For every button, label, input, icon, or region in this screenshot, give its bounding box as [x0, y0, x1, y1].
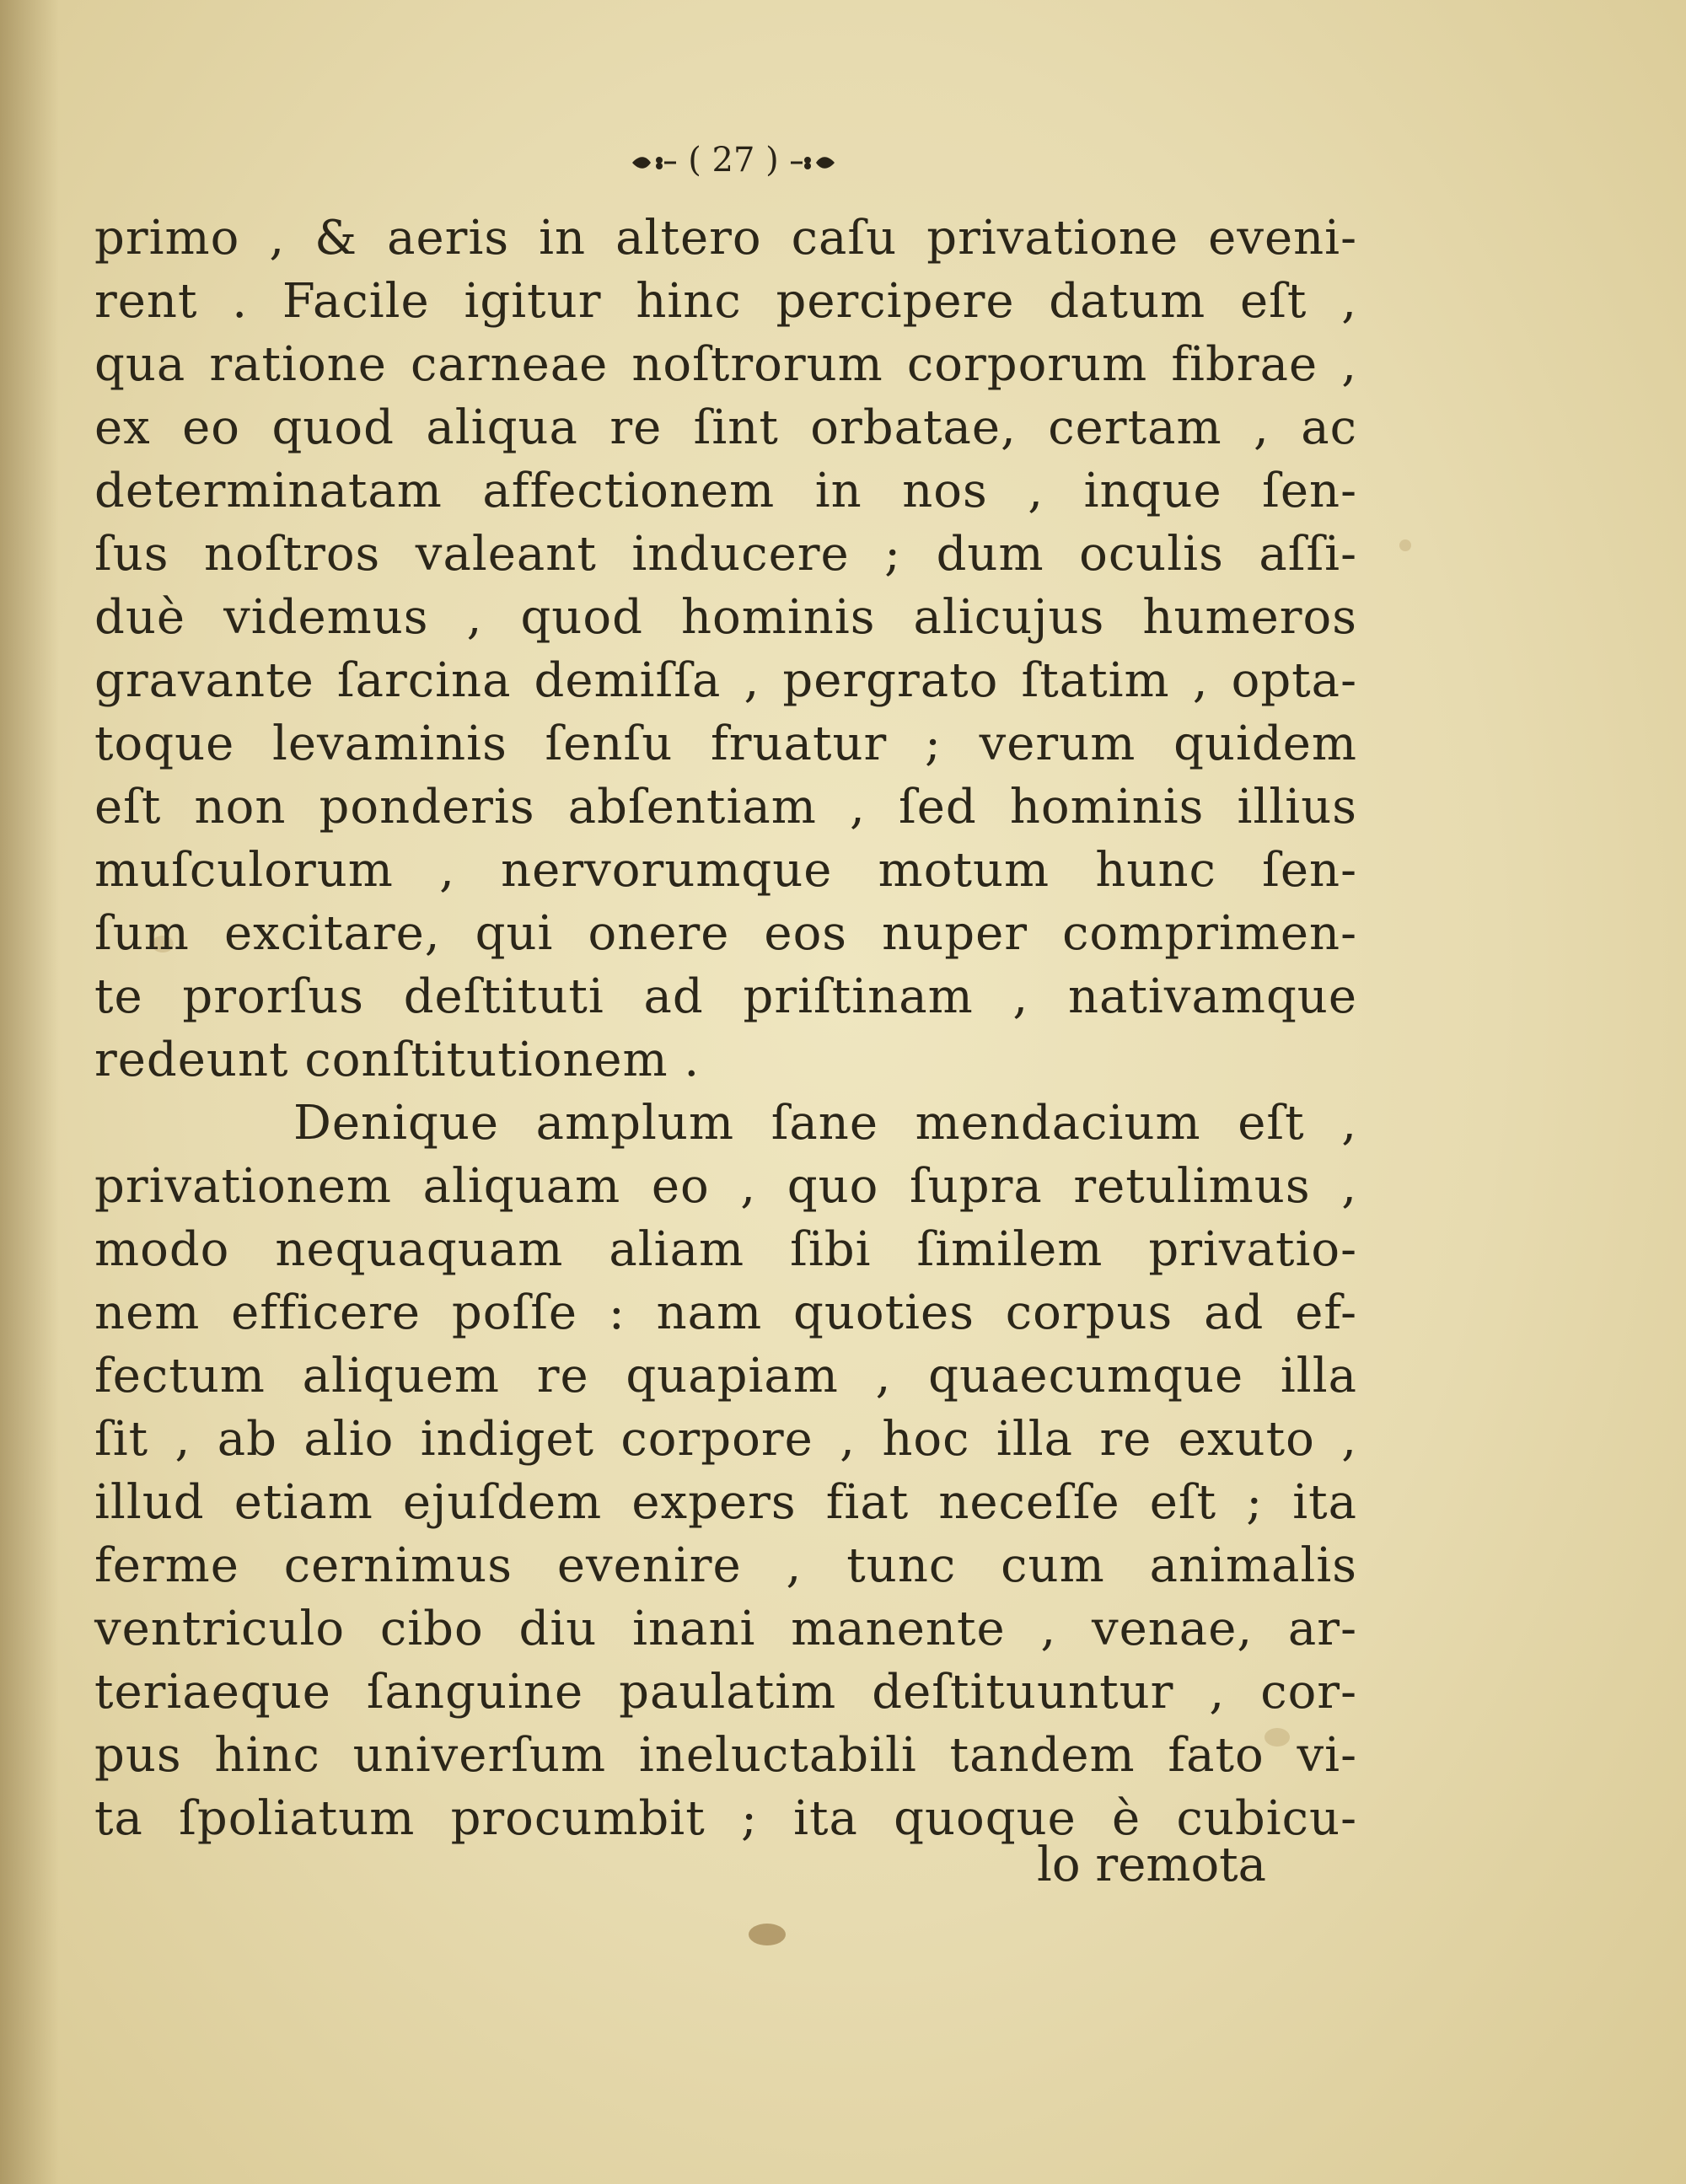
text-line: fectum aliquem re quapiam , quaecumque illa [94, 1349, 1357, 1403]
text-line: pus hinc univerſum ineluctabili tandem fato vi- [94, 1728, 1357, 1783]
text-line: eſt non ponderis abſentiam , ſed hominis illius [94, 780, 1357, 834]
text-line: determinatam affectionem in nos , inque ſen- [94, 464, 1357, 518]
text-line: qua ratione carneae noſtrorum corporum fibrae , [94, 337, 1357, 392]
text-line: duè videmus , quod hominis alicujus humeros [94, 590, 1357, 645]
text-line: muſculorum , nervorumque motum hunc ſen- [94, 843, 1357, 898]
text-line: ta ſpoliatum procumbit ; ita quoque è cubicu- [94, 1791, 1357, 1846]
catchword: lo remota [1037, 1838, 1267, 1892]
text-line: toque levaminis ſenſu fruatur ; verum quidem [94, 716, 1357, 771]
text-line: modo nequaquam aliam ſibi ſimilem privatio- [94, 1222, 1357, 1277]
text-line: ventriculo cibo diu inani manente , venae, ar- [94, 1602, 1357, 1656]
tail-ornament-icon [742, 1918, 792, 1951]
header-ornament-left-icon [631, 153, 678, 172]
text-line: nem efficere poſſe : nam quoties corpus ad ef- [94, 1285, 1357, 1340]
header-ornament-right-icon [789, 153, 836, 172]
text-line: ex eo quod aliqua re ſint orbatae, certam , ac [94, 400, 1357, 455]
text-line: illud etiam ejuſdem expers fiat neceſſe eſt ; ita [94, 1475, 1357, 1530]
text-line: rent . Facile igitur hinc percipere datum eſt , [94, 274, 1357, 329]
page-number: ( 27 ) [688, 141, 779, 180]
body-text [94, 207, 1357, 1850]
text-line: ſus noſtros valeant inducere ; dum oculis aſſi- [94, 527, 1357, 582]
text-line: ſit , ab alio indiget corpore , hoc illa re exuto , [94, 1412, 1357, 1467]
text-line: redeunt conſtitutionem . [94, 1033, 701, 1087]
text-line: primo , & aeris in altero caſu privatione eveni- [94, 211, 1357, 266]
text-line: ſum excitare, qui onere eos nuper comprimen- [94, 906, 1357, 961]
paragraph-start-line: Denique amplum ſane mendacium eſt , [293, 1096, 1357, 1151]
running-header [590, 135, 877, 185]
text-line: te prorſus deſtituti ad priſtinam , nativamque [94, 969, 1357, 1024]
text-line: privationem aliquam eo , quo ſupra retulimus , [94, 1159, 1357, 1214]
gutter-shadow [0, 0, 59, 2184]
text-line: teriaeque ſanguine paulatim deſtituuntur , cor- [94, 1665, 1357, 1720]
text-line: gravante ſarcina demiſſa , pergrato ſtatim , opta- [94, 653, 1357, 708]
text-line: ferme cernimus evenire , tunc cum animalis [94, 1538, 1357, 1593]
foxing-spot [1399, 539, 1411, 551]
